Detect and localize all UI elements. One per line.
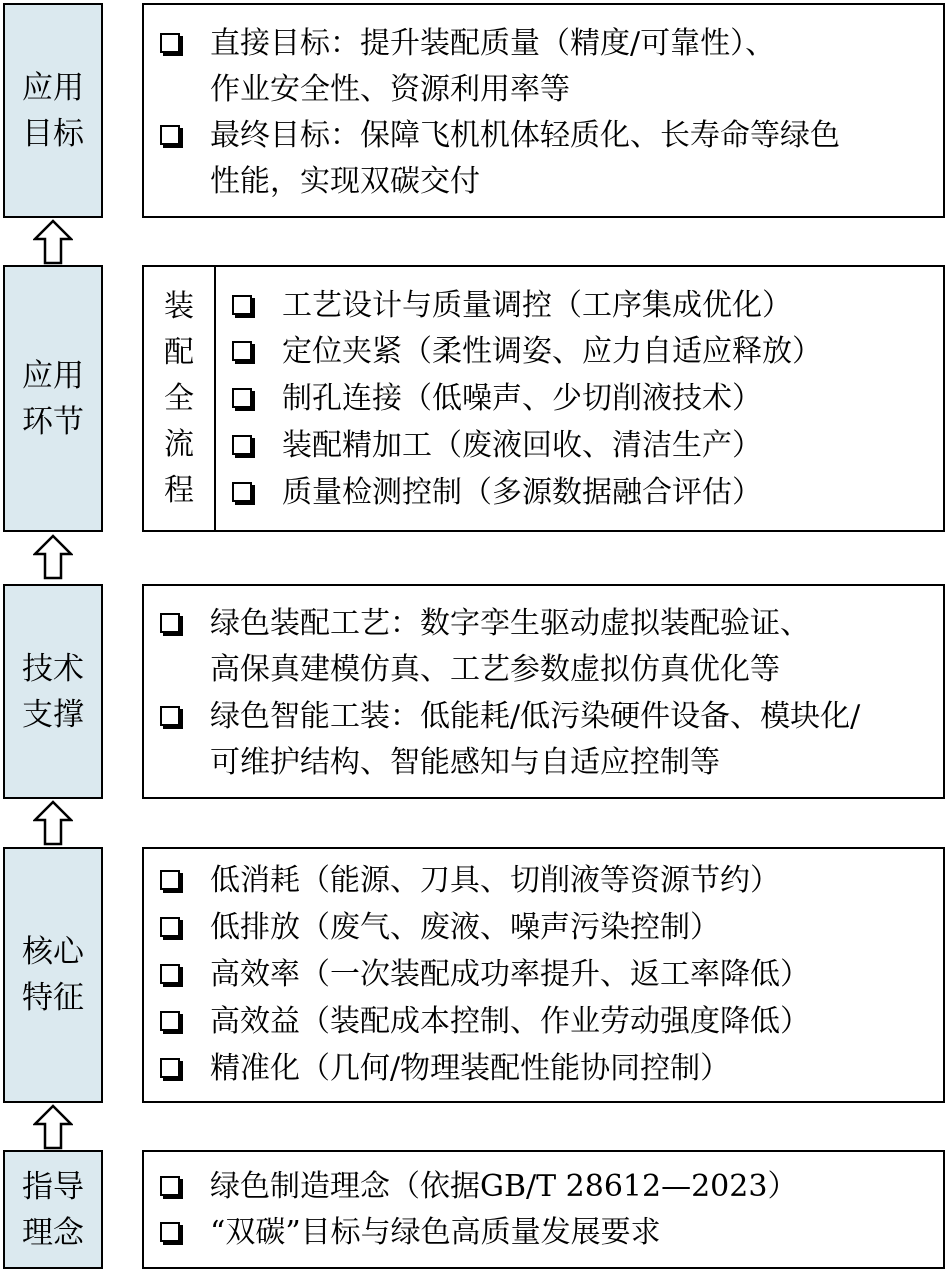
list-item: 制孔连接（低噪声、少切削液技术） xyxy=(232,376,933,422)
checkbox-icon xyxy=(232,295,252,315)
checkbox-icon xyxy=(160,125,180,145)
checkbox-icon xyxy=(232,435,252,455)
list-item: 精准化（几何/物理装配性能协同控制） xyxy=(160,1046,933,1092)
list-item: 工艺设计与质量调控（工序集成优化） xyxy=(232,283,933,329)
label-application-stage xyxy=(3,265,103,532)
list-item: 最终目标：保障飞机机体轻质化、长寿命等绿色 性能，实现双碳交付 xyxy=(160,113,933,205)
checkbox-icon xyxy=(232,341,252,361)
list-item: 低消耗（能源、刀具、切削液等资源节约） xyxy=(160,858,933,904)
up-arrow-icon xyxy=(33,800,73,846)
box-guiding-concept xyxy=(142,1150,945,1269)
checkbox-icon xyxy=(160,870,180,890)
list-item: 绿色制造理念（依据GB/T 28612—2023） xyxy=(160,1164,933,1210)
box-application-stage xyxy=(142,265,945,532)
checkbox-icon xyxy=(160,613,180,633)
up-arrow-icon xyxy=(33,534,73,580)
box-core-features xyxy=(142,847,945,1103)
label-text: 核心 特征 xyxy=(22,934,84,1016)
label-guiding-concept xyxy=(3,1150,103,1269)
list-item: 高效益（装配成本控制、作业劳动强度降低） xyxy=(160,999,933,1045)
up-arrow-icon xyxy=(33,219,73,265)
label-text: 应用 目标 xyxy=(22,69,84,152)
checkbox-icon xyxy=(160,1011,180,1031)
checkbox-icon xyxy=(160,1058,180,1078)
up-arrow-icon xyxy=(33,1104,73,1150)
list-item: 低排放（废气、废液、噪声污染控制） xyxy=(160,905,933,951)
checkbox-icon xyxy=(160,706,180,726)
list-item: 直接目标：提升装配质量（精度/可靠性）、 作业安全性、资源利用率等 xyxy=(160,21,933,113)
list-item: 绿色智能工装：低能耗/低污染硬件设备、模块化/ 可维护结构、智能感知与自适应控制等 xyxy=(160,694,933,786)
checkbox-icon xyxy=(160,917,180,937)
checkbox-icon xyxy=(160,1176,180,1196)
sublabel-full-assembly-process: 装 配 全 流 程 xyxy=(144,267,216,530)
list-item: 高效率（一次装配成功率提升、返工率降低） xyxy=(160,952,933,998)
checkbox-icon xyxy=(232,388,252,408)
label-text: 指导 理念 xyxy=(22,1168,84,1251)
list-item: 定位夹紧（柔性调姿、应力自适应释放） xyxy=(232,329,933,375)
label-text: 应用 环节 xyxy=(22,357,84,440)
checkbox-icon xyxy=(232,482,252,502)
list-item: “双碳”目标与绿色高质量发展要求 xyxy=(160,1210,933,1256)
checkbox-icon xyxy=(160,1222,180,1242)
list-item: 装配精加工（废液回收、清洁生产） xyxy=(232,423,933,469)
box-technical-support xyxy=(142,584,945,799)
label-application-goal xyxy=(3,3,103,218)
label-technical-support xyxy=(3,584,103,799)
checkbox-icon xyxy=(160,964,180,984)
box-application-goal xyxy=(142,3,945,218)
label-core-features xyxy=(3,847,103,1103)
label-text: 技术 支撑 xyxy=(22,650,84,733)
list-item: 质量检测控制（多源数据融合评估） xyxy=(232,470,933,516)
list-item: 绿色装配工艺：数字孪生驱动虚拟装配验证、 高保真建模仿真、工艺参数虚拟仿真优化等 xyxy=(160,601,933,693)
checkbox-icon xyxy=(160,33,180,53)
